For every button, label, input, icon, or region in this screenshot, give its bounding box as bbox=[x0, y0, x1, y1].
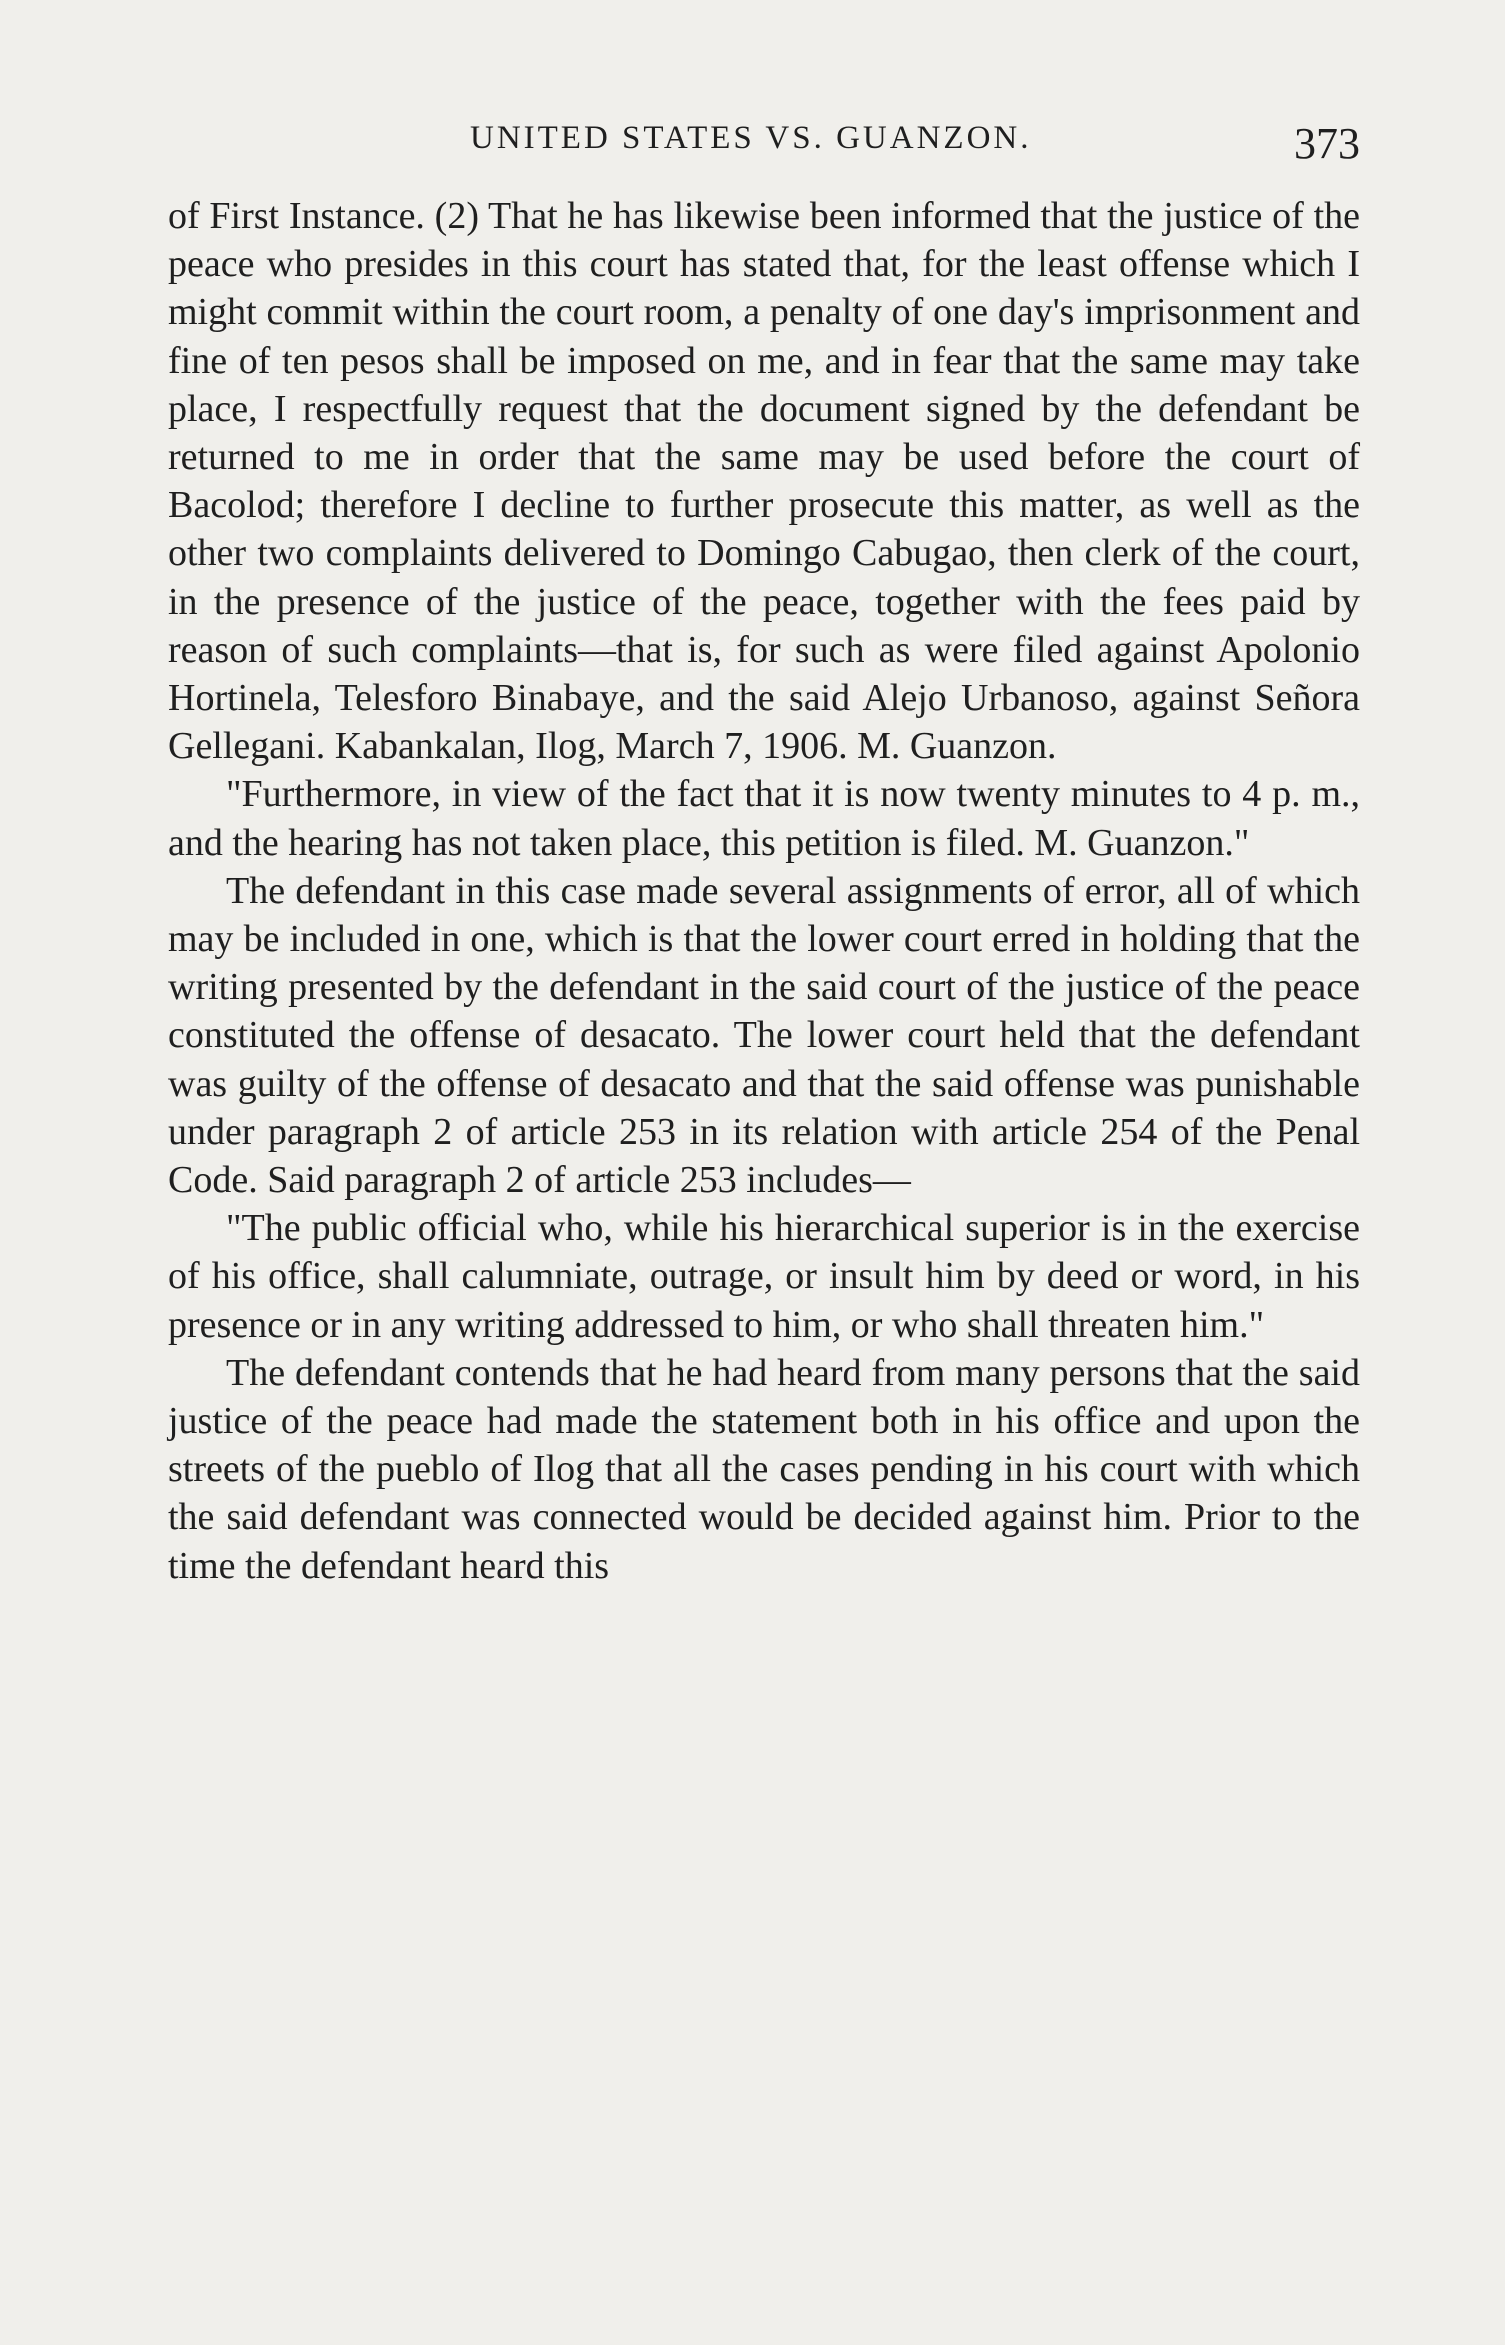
page-header bbox=[168, 118, 1360, 180]
running-head: UNITED STATES VS. GUANZON. bbox=[470, 120, 1032, 156]
body-text bbox=[168, 192, 1360, 2142]
paragraph-2: "Furthermore, in view of the fact that it is now twenty minutes to 4 p. m., and the hearing has not taken place, this petition is filed. M. Guanzon." bbox=[168, 773, 1360, 864]
paragraph-3: The defendant in this case made several assignments of error, all of which may be included in one, which is that the lower court erred in holding that the writing presented by the defendant in the said court of the justice of the peace constituted the offense of desacato. The lower court held that the defendant was guilty of the offense of desacato and that the said offense was punishable under paragraph 2 of article 253 in its relation with article 254 of the Penal Code. Said paragraph 2 of article 253 includes— bbox=[168, 869, 1360, 1202]
paragraph-5: The defendant contends that he had heard from many persons that the said justice of the peace had made the statement both in his office and upon the streets of the pueblo of Ilog that all the cases pending in his court with which the said defendant was connected would be decided against him. Prior to the time the defendant heard this bbox=[168, 1351, 1360, 1587]
page-number: 373 bbox=[1294, 119, 1360, 168]
paragraph-1: of First Instance. (2) That he has likewise been informed that the justice of the peace who presides in this court has stated that, for the least offense which I might commit within the court room, a penalty of one day's imprisonment and fine of ten pesos shall be imposed on me, and in fear that the same may take place, I respectfully request that the document signed by the defendant be returned to me in order that the same may be used before the court of Bacolod; therefore I decline to further prosecute this matter, as well as the other two complaints delivered to Domingo Cabugao, then clerk of the court, in the presence of the justice of the peace, together with the fees paid by reason of such complaints—that is, for such as were filed against Apolonio Hortinela, Telesforo Binabaye, and the said Alejo Urbanoso, against Señora Gellegani. Kabankalan, Ilog, March 7, 1906. M. Guanzon. bbox=[168, 195, 1360, 768]
paragraph-4: "The public official who, while his hierarchical superior is in the exercise of his office, shall calumniate, outrage, or insult him by deed or word, in his presence or in any writing addressed to him, or who shall threaten him." bbox=[168, 1207, 1360, 1346]
